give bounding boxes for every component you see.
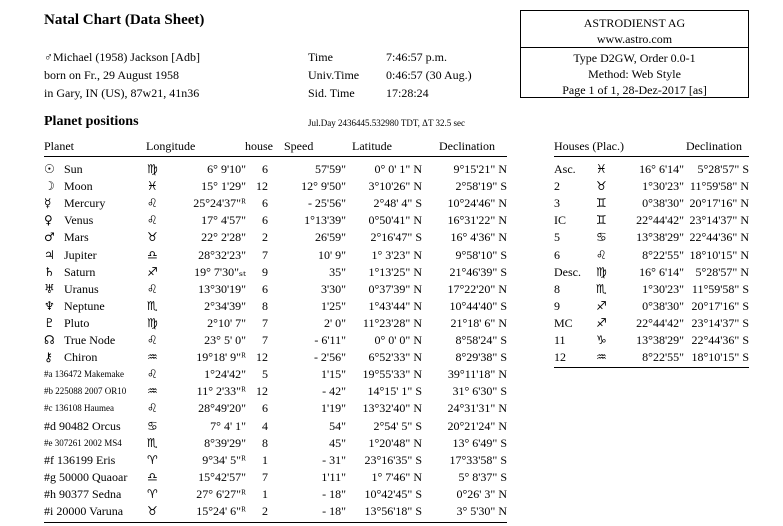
zodiac-sign-icon: ♊	[596, 213, 607, 228]
zodiac-sign-icon: ♓	[596, 162, 607, 176]
planet-row	[44, 248, 507, 265]
house-position: 22°44'42"	[636, 315, 684, 330]
zodiac-sign-icon: ♒	[147, 350, 158, 365]
planet-house: 8	[262, 435, 268, 450]
zodiac-sign-icon: ♍	[596, 264, 607, 279]
page-title: Natal Chart (Data Sheet)	[44, 12, 205, 28]
planet-longitude: 15°24' 6"ᴿ	[196, 504, 246, 518]
house-row	[554, 213, 749, 230]
zodiac-sign-icon: ♈	[147, 452, 158, 467]
planet-speed: 1'25"	[320, 298, 346, 313]
zodiac-sign-icon: ♉	[147, 230, 158, 245]
planet-longitude: 25°24'37"ᴿ	[193, 196, 246, 211]
planet-name: True Node	[64, 333, 116, 347]
planet-latitude: 6°52'33" N	[368, 350, 422, 365]
julian-day: Jul.Day 2436445.532980 TDT, ΔT 32.5 sec	[308, 118, 466, 128]
zodiac-sign-icon: ♍	[147, 162, 158, 176]
house-position: 22°44'42"	[636, 213, 684, 228]
planet-speed: - 25'56"	[307, 196, 346, 211]
planet-longitude: 2°34'39"	[204, 298, 246, 313]
house-name: 9	[554, 298, 560, 313]
planet-longitude: 6° 9'10"	[207, 162, 246, 176]
planet-name: Pluto	[64, 315, 90, 330]
planet-speed: 10' 9"	[317, 247, 346, 262]
planet-latitude: 13°56'18" S	[364, 504, 422, 518]
zodiac-sign-icon: ♑	[596, 333, 607, 347]
house-position: 0°38'30"	[642, 196, 684, 211]
house-row	[554, 248, 749, 265]
house-position: 1°30'23"	[642, 281, 684, 296]
planet-longitude: 15°42'57"	[198, 469, 246, 484]
planet-latitude: 11°23'28" N	[362, 315, 422, 330]
planet-name: Mars	[64, 230, 89, 245]
planet-row	[44, 230, 507, 247]
planet-row	[44, 282, 507, 299]
zodiac-sign-icon: ♌	[147, 333, 158, 347]
planet-row	[44, 401, 507, 418]
planet-latitude: 1°43'44" N	[368, 298, 422, 313]
house-name: 3	[554, 196, 560, 211]
planet-row	[44, 436, 507, 453]
planet-declination: 8°29'38" S	[455, 350, 507, 365]
house-position: 13°38'29"	[636, 333, 684, 347]
house-position: 8°22'55"	[642, 247, 684, 262]
planet-declination: 16°31'22" N	[447, 213, 507, 228]
planet-house: 6	[262, 196, 268, 211]
planet-row	[44, 453, 507, 470]
planet-declination: 10°24'46" N	[447, 196, 507, 211]
planet-row	[44, 333, 507, 350]
house-row	[554, 333, 749, 350]
planet-symbol-icon: ☿	[44, 196, 52, 211]
planet-name: #f 136199 Eris	[44, 452, 116, 467]
birth-place: in Gary, IN (US), 87w21, 41n36	[44, 86, 200, 100]
house-name: 8	[554, 281, 560, 296]
planet-row	[44, 162, 507, 179]
house-name: 5	[554, 230, 560, 245]
planet-symbol-icon: ♄	[44, 264, 55, 279]
planet-declination: 5° 8'37" S	[458, 469, 507, 484]
planet-name: Neptune	[64, 298, 105, 313]
house-row	[554, 350, 749, 367]
planet-longitude: 9°34' 5"ᴿ	[202, 452, 246, 467]
zodiac-sign-icon: ♌	[596, 247, 607, 262]
house-name: IC	[554, 213, 566, 228]
planet-symbol-icon: ⚷	[44, 350, 53, 365]
planet-declination: 17°33'58" S	[449, 452, 507, 467]
zodiac-sign-icon: ♊	[596, 196, 607, 211]
house-declination: 20°17'16" S	[691, 298, 749, 313]
planet-house: 6	[262, 401, 268, 416]
planet-row	[44, 299, 507, 316]
planet-symbol-icon: ☉	[44, 162, 55, 176]
house-row	[554, 162, 749, 179]
col-header-declination: Declination	[439, 139, 495, 153]
planet-longitude: 2°10' 7"	[207, 315, 246, 330]
zodiac-sign-icon: ♉	[147, 504, 158, 518]
planet-row	[44, 213, 507, 230]
zodiac-sign-icon: ♍	[147, 315, 158, 330]
planet-longitude: 11° 2'33"ᴿ	[196, 384, 246, 399]
order-type: Type D2GW, Order 0.0-1	[573, 51, 696, 65]
planet-longitude: 28°32'23"	[198, 247, 246, 262]
planet-name: Moon	[64, 179, 93, 194]
planet-longitude: 8°39'29"	[204, 435, 246, 450]
planet-name: #d 90482 Orcus	[44, 418, 121, 433]
house-declination: 22°44'36" S	[691, 333, 749, 347]
planet-name: #b 225088 2007 OR10	[44, 386, 127, 397]
planet-speed: 3'30"	[320, 281, 346, 296]
planet-row	[44, 367, 507, 384]
planet-name: #i 20000 Varuna	[44, 504, 124, 518]
planet-latitude: 10°42'45" S	[364, 486, 422, 501]
planet-header-rule	[44, 156, 507, 157]
house-position: 0°38'30"	[642, 298, 684, 313]
house-declination: 11°59'58" N	[689, 179, 749, 194]
planet-declination: 20°21'24" N	[447, 418, 507, 433]
planet-house: 6	[262, 162, 268, 176]
planet-name: Venus	[64, 213, 94, 228]
sid-time-label: Sid. Time	[308, 86, 355, 100]
section-title: Planet positions	[44, 114, 139, 129]
house-declination: 20°17'16" N	[689, 196, 749, 211]
planet-latitude: 0° 0' 0" N	[374, 333, 422, 347]
house-declination: 5°28'57" N	[695, 264, 749, 279]
house-declination: 11°59'58" S	[691, 281, 749, 296]
planet-speed: - 6'11"	[314, 333, 346, 347]
house-position: 13°38'29"	[636, 230, 684, 245]
planet-speed: 35"	[329, 264, 346, 279]
zodiac-sign-icon: ♓	[147, 179, 158, 194]
astrodienst-info-box	[520, 10, 749, 98]
col-header-house: house	[245, 139, 273, 153]
house-declination: 23°14'37" N	[689, 213, 749, 228]
planet-latitude: 13°32'40" N	[362, 401, 422, 416]
planet-speed: - 31"	[322, 452, 346, 467]
planet-speed: 2' 0"	[323, 315, 346, 330]
house-name: Desc.	[554, 264, 581, 279]
planet-longitude: 19° 7'30"ₛₜ	[194, 264, 246, 279]
planet-latitude: 1° 7'46" N	[371, 469, 422, 484]
planet-speed: 1°13'39"	[304, 213, 346, 228]
planet-speed: 12° 9'50"	[301, 179, 346, 194]
planet-declination: 3° 5'30" N	[456, 504, 507, 518]
house-header-rule	[554, 156, 749, 157]
planet-speed: 1'15"	[320, 367, 346, 382]
house-name: 6	[554, 247, 560, 262]
planet-symbol-icon: ♅	[44, 281, 55, 296]
planet-speed: 54"	[329, 418, 346, 433]
planet-house: 7	[262, 315, 268, 330]
sid-time-value: 17:28:24	[386, 86, 429, 100]
planet-longitude: 13°30'19"	[198, 281, 246, 296]
zodiac-sign-icon: ♎	[147, 469, 158, 484]
planet-house: 12	[256, 350, 268, 365]
house-row	[554, 316, 749, 333]
planet-row	[44, 419, 507, 436]
planet-house: 2	[262, 504, 268, 518]
planet-row	[44, 504, 507, 521]
planet-longitude: 22° 2'28"	[201, 230, 246, 245]
planet-declination: 16° 4'36" N	[450, 230, 507, 245]
planet-latitude: 1° 3'23" N	[371, 247, 422, 262]
house-row	[554, 265, 749, 282]
planet-declination: 13° 6'49" S	[452, 435, 507, 450]
zodiac-sign-icon: ♌	[147, 213, 158, 228]
planet-declination: 2°58'19" S	[455, 179, 507, 194]
planet-speed: 1'11"	[321, 469, 346, 484]
planet-name: Jupiter	[64, 247, 97, 262]
planet-longitude: 19°18' 9"ᴿ	[196, 350, 246, 365]
planet-declination: 17°22'20" N	[447, 281, 507, 296]
col-header-latitude: Latitude	[352, 139, 392, 153]
planet-house: 5	[262, 367, 268, 382]
planet-row	[44, 487, 507, 504]
zodiac-sign-icon: ♐	[596, 298, 607, 313]
zodiac-sign-icon: ♒	[596, 350, 607, 365]
planet-house: 1	[262, 486, 268, 501]
col-header-houses: Houses (Plac.)	[554, 139, 624, 153]
planet-house: 1	[262, 452, 268, 467]
planet-house: 12	[256, 384, 268, 399]
planet-name: #e 307261 2002 MS4	[44, 437, 122, 448]
birth-date: born on Fr., 29 August 1958	[44, 68, 180, 82]
person-info	[44, 48, 200, 102]
zodiac-sign-icon: ♏	[596, 281, 607, 296]
planet-latitude: 14°15' 1" S	[367, 384, 422, 399]
planet-longitude: 15° 1'29"	[201, 179, 246, 194]
planet-symbol-icon: ♂	[44, 230, 55, 245]
house-name: MC	[554, 315, 573, 330]
planet-footer-rule	[44, 522, 507, 523]
planet-longitude: 1°24'42"	[204, 367, 246, 382]
house-row	[554, 196, 749, 213]
planet-latitude: 0° 0' 1" N	[374, 162, 422, 176]
planet-declination: 31° 6'30" S	[452, 384, 507, 399]
company-name: ASTRODIENST AG	[583, 16, 686, 30]
time-info	[308, 48, 472, 102]
planet-symbol-icon: ☽	[44, 179, 55, 194]
planet-house: 7	[262, 333, 268, 347]
zodiac-sign-icon: ♎	[147, 247, 158, 262]
planet-name: #a 136472 Makemake	[44, 369, 124, 380]
planet-row	[44, 316, 507, 333]
planet-name: Saturn	[64, 264, 96, 279]
house-position: 16° 6'14"	[639, 264, 684, 279]
planet-longitude: 17° 4'57"	[201, 213, 246, 228]
planet-declination: 9°15'21" N	[453, 162, 507, 176]
planet-name: #g 50000 Quaoar	[44, 469, 128, 484]
col-header-planet: Planet	[44, 139, 74, 153]
planet-latitude: 2°16'47" S	[370, 230, 422, 245]
univ-time-label: Univ.Time	[308, 68, 360, 82]
planet-house: 8	[262, 298, 268, 313]
zodiac-sign-icon: ♉	[596, 179, 607, 194]
page-info: Page 1 of 1, 28-Dez-2017 [as]	[562, 83, 707, 97]
time-label: Time	[308, 50, 333, 64]
planet-speed: 26'59"	[314, 230, 346, 245]
col-header-longitude: Longitude	[146, 139, 196, 153]
zodiac-sign-icon: ♌	[147, 196, 158, 211]
planet-name: #h 90377 Sedna	[44, 486, 122, 501]
zodiac-sign-icon: ♌	[147, 281, 158, 296]
zodiac-sign-icon: ♏	[147, 435, 158, 450]
planet-declination: 39°11'18" N	[447, 367, 507, 382]
planet-declination: 24°31'31" N	[447, 401, 507, 416]
planet-latitude: 2°54' 5" S	[373, 418, 422, 433]
planet-speed: - 18"	[322, 504, 346, 518]
planet-house: 2	[262, 230, 268, 245]
house-declination: 18°10'15" N	[689, 247, 749, 262]
zodiac-sign-icon: ♏	[147, 298, 158, 313]
planet-latitude: 23°16'35" S	[364, 452, 422, 467]
planet-house: 12	[256, 179, 268, 194]
house-position: 16° 6'14"	[639, 162, 684, 176]
col-header-house-declination: Declination	[686, 139, 742, 153]
house-row	[554, 299, 749, 316]
house-row	[554, 230, 749, 247]
company-url[interactable]: www.astro.com	[521, 31, 748, 48]
planet-name: #c 136108 Haumea	[44, 403, 114, 414]
planet-declination: 8°58'24" S	[455, 333, 507, 347]
house-declination: 18°10'15" S	[691, 350, 749, 365]
planet-longitude: 27° 6'27"ᴿ	[196, 486, 246, 501]
person-name: ♂Michael (1958) Jackson [Adb]	[44, 50, 200, 64]
planet-latitude: 2°48' 4" S	[373, 196, 422, 211]
planet-symbol-icon: ♆	[44, 298, 55, 313]
planet-row	[44, 470, 507, 487]
planet-symbol-icon: ♇	[44, 315, 55, 330]
planet-name: Mercury	[64, 196, 106, 211]
zodiac-sign-icon: ♈	[147, 486, 158, 501]
planet-declination: 21°46'39" S	[449, 264, 507, 279]
zodiac-sign-icon: ♋	[596, 230, 607, 245]
planet-house: 7	[262, 247, 268, 262]
zodiac-sign-icon: ♐	[147, 264, 158, 279]
planet-speed: - 42"	[322, 384, 346, 399]
house-row	[554, 179, 749, 196]
planet-latitude: 1°20'48" N	[368, 435, 422, 450]
planet-longitude: 23° 5' 0"	[204, 333, 246, 347]
planet-latitude: 0°37'39" N	[368, 281, 422, 296]
planet-latitude: 1°13'25" N	[368, 264, 422, 279]
planet-house: 6	[262, 281, 268, 296]
univ-time-value: 0:46:57 (30 Aug.)	[386, 68, 472, 82]
house-position: 8°22'55"	[642, 350, 684, 365]
planet-house: 7	[262, 469, 268, 484]
planet-latitude: 0°50'41" N	[368, 213, 422, 228]
time-value: 7:46:57 p.m.	[386, 50, 448, 64]
planet-speed: - 18"	[322, 486, 346, 501]
zodiac-sign-icon: ♒	[147, 384, 158, 399]
planet-symbol-icon: ♀	[44, 213, 53, 228]
zodiac-sign-icon: ♌	[147, 401, 158, 416]
house-name: 2	[554, 179, 560, 194]
planet-row	[44, 196, 507, 213]
planet-latitude: 3°10'26" N	[368, 179, 422, 194]
planet-declination: 0°26' 3" N	[456, 486, 507, 501]
planet-speed: 57'59"	[314, 162, 346, 176]
planet-symbol-icon: ♃	[44, 247, 55, 262]
planet-house: 9	[262, 264, 268, 279]
house-declination: 23°14'37" S	[691, 315, 749, 330]
planet-name: Chiron	[64, 350, 98, 365]
zodiac-sign-icon: ♌	[147, 367, 158, 382]
planet-speed: 45"	[329, 435, 346, 450]
planet-speed: 1'19"	[320, 401, 346, 416]
method: Method: Web Style	[588, 67, 681, 81]
planet-symbol-icon: ☊	[44, 333, 55, 347]
zodiac-sign-icon: ♋	[147, 418, 158, 433]
col-header-speed: Speed	[284, 139, 314, 153]
planet-longitude: 7° 4' 1"	[210, 418, 246, 433]
house-footer-rule	[554, 367, 749, 368]
planet-name: Sun	[64, 162, 83, 176]
planet-declination: 9°58'10" S	[455, 247, 507, 262]
zodiac-sign-icon: ♐	[596, 315, 607, 330]
house-declination: 5°28'57" S	[697, 162, 749, 176]
planet-house: 4	[262, 418, 268, 433]
house-name: Asc.	[554, 162, 576, 176]
house-row	[554, 282, 749, 299]
planet-row	[44, 265, 507, 282]
planet-declination: 10°44'40" S	[449, 298, 507, 313]
planet-row	[44, 179, 507, 196]
planet-row	[44, 350, 507, 367]
planet-declination: 21°18' 6" N	[450, 315, 507, 330]
planet-latitude: 19°55'33" N	[362, 367, 422, 382]
house-declination: 22°44'36" N	[689, 230, 749, 245]
planet-speed: - 2'56"	[313, 350, 346, 365]
planet-row	[44, 384, 507, 401]
house-name: 12	[554, 350, 566, 365]
planet-longitude: 28°49'20"	[198, 401, 246, 416]
planet-house: 6	[262, 213, 268, 228]
house-position: 1°30'23"	[642, 179, 684, 194]
house-name: 11	[554, 333, 566, 347]
planet-name: Uranus	[64, 281, 99, 296]
